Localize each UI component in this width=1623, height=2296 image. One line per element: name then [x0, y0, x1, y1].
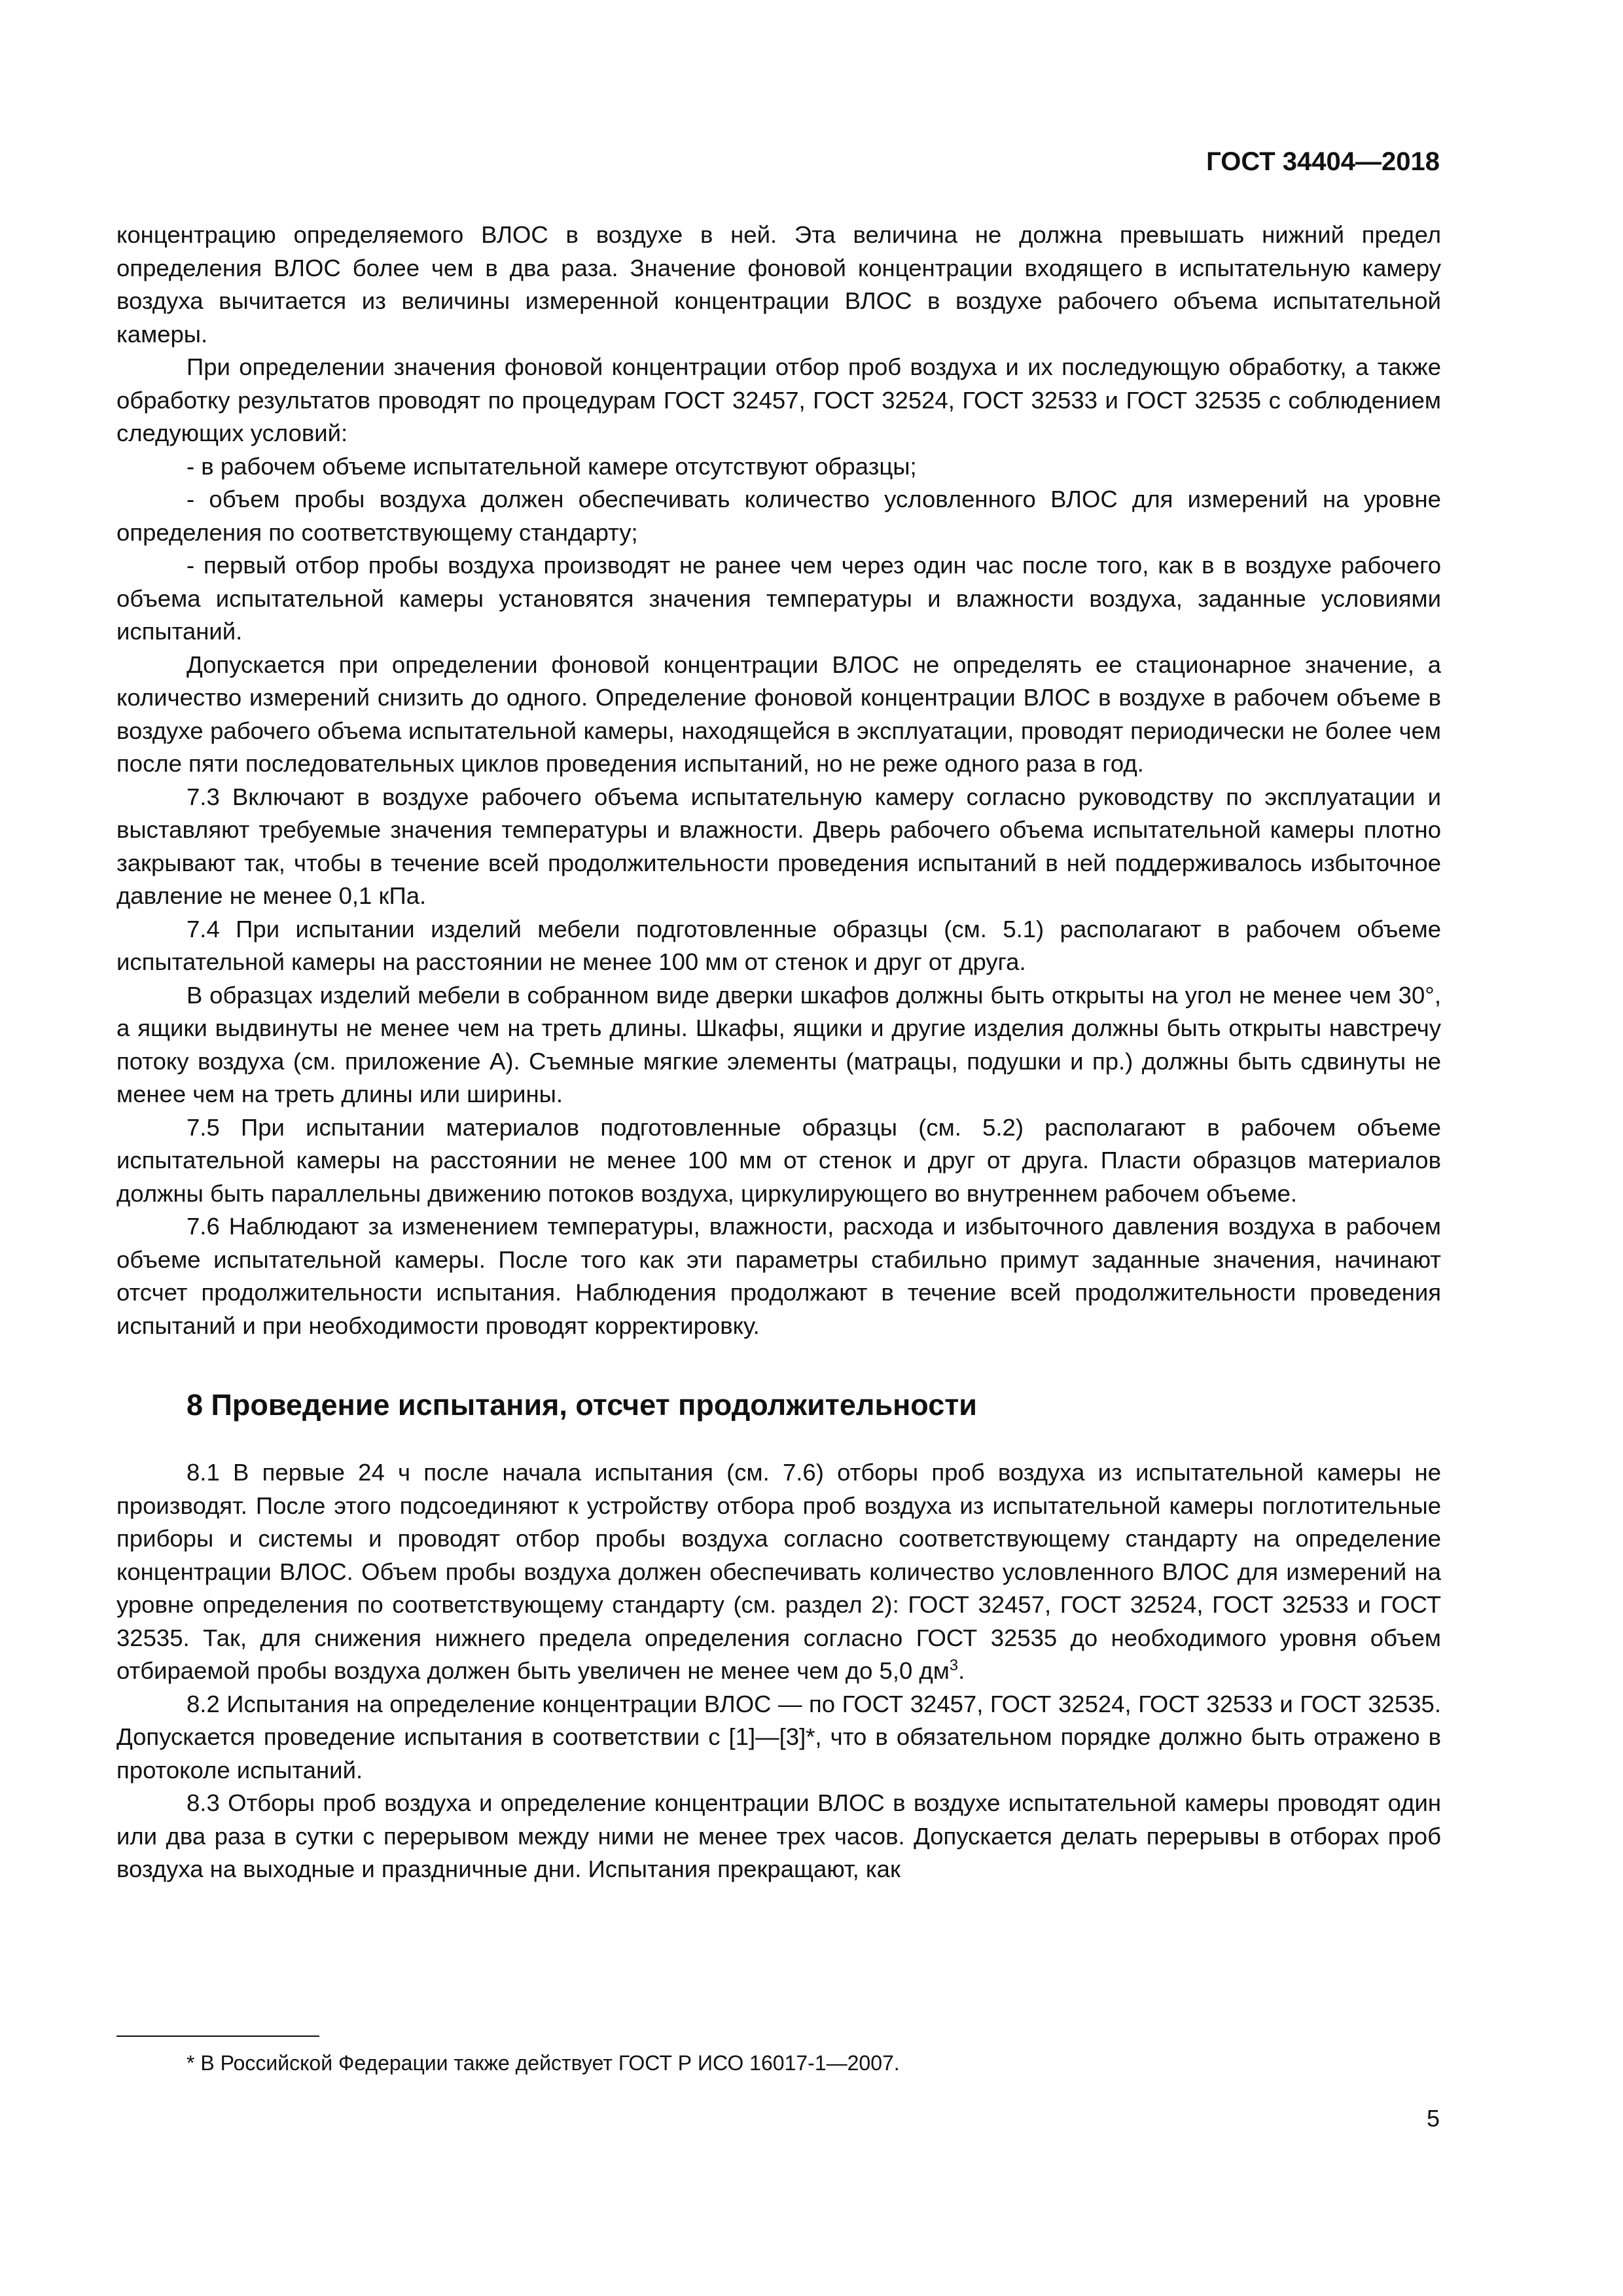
page-number: 5 — [1426, 2105, 1440, 2132]
paragraph: 7.4 При испытании изделий мебели подготовленные образцы (см. 5.1) располагают в рабочем объеме испытательной камеры на расстоянии не менее 100 мм от стенок и друг от друга. — [116, 915, 1441, 975]
superscript-cubic: 3 — [949, 1656, 959, 1674]
document-code-header: ГОСТ 34404—2018 — [1206, 147, 1440, 176]
paragraph: - в рабочем объеме испытательной камере отсутствуют образцы; — [187, 452, 917, 480]
paragraph: - первый отбор пробы воздуха производят не ранее чем через один час после того, как в в воздухе рабочего объема испытательной камеры установятся значения температуры и влажности воздуха, заданные условиями испытаний. — [116, 552, 1441, 645]
paragraph: В образцах изделий мебели в собранном виде дверки шкафов должны быть открыты на угол не менее чем 30°, а ящики выдвинуты не менее чем на треть длины. Шкафы, ящики и другие изделия должны быть открыты навстречу потоку воздуха (см. приложение А). Съемные мягкие элементы (матрацы, подушки и пр.) должны быть сдвинуты не менее чем на треть длины или ширины. — [116, 981, 1441, 1107]
paragraph: 8.2 Испытания на определение концентрации ВЛОС — по ГОСТ 32457, ГОСТ 32524, ГОСТ 32533 и ГОСТ 32535. Допускается проведение испытания в соответствии с [1]—[3]*, что в обязательном порядке должно быть отражено в протоколе испытаний. — [116, 1690, 1441, 1784]
section-8-paragraphs — [116, 1688, 1441, 1886]
footnote: * В Российской Федерации также действует ГОСТ Р ИСО 16017-1—2007. — [187, 2051, 900, 2075]
paragraph: При определении значения фоновой концентрации отбор проб воздуха и их последующую обработку, а также обработку результатов проводят по процедурам ГОСТ 32457, ГОСТ 32524, ГОСТ 32533 и ГОСТ 32535 с соблюдением следующих условий: — [116, 353, 1441, 446]
footnote-separator — [116, 2036, 319, 2037]
paragraph-8-1 — [116, 1456, 1441, 1688]
paragraph: концентрацию определяемого ВЛОС в воздухе в ней. Эта величина не должна превышать нижний предел определения ВЛОС более чем в два раза. Значение фоновой концентрации входящего в испытательную камеру воздуха вычитается из величины измеренной концентрации ВЛОС в воздухе рабочего объема испытательной камеры. — [116, 221, 1441, 348]
paragraph: 7.5 При испытании материалов подготовленные образцы (см. 5.2) располагают в рабочем объеме испытательной камеры на расстоянии не менее 100 мм от стенок и друг от друга. Пласти образцов материалов должны быть параллельны движению потоков воздуха, циркулирующего во внутреннем рабочем объеме. — [116, 1113, 1441, 1207]
paragraph-8-1-text: 8.1 В первые 24 ч после начала испытания (см. 7.6) отборы проб воздуха из испытательной камеры не производят. После этого подсоединяют к устройству отбора проб воздуха из испытательной камеры поглотительные приборы и системы и проводят отбор пробы воздуха согласно соответствующему стандарту на определение концентрации ВЛОС. Объем пробы воздуха должен обеспечивать количество условленного ВЛОС для измерений на уровне определения по соответствующему стандарту (см. раздел 2): ГОСТ 32457, ГОСТ 32524, ГОСТ 32533 и ГОСТ 32535. Так, для снижения нижнего предела определения согласно ГОСТ 32535 до необходимого уровня объем отбираемой пробы воздуха должен быть увеличен не менее чем до 5,0 дм — [116, 1459, 1441, 1684]
section-7-continuation — [116, 219, 1441, 1342]
document-body — [116, 219, 1441, 1886]
paragraph: 7.3 Включают в воздухе рабочего объема испытательную камеру согласно руководству по эксплуатации и выставляют требуемые значения температуры и влажности. Дверь рабочего объема испытательной камеры плотно закрывают так, чтобы в течение всей продолжительности проведения испытаний в ней поддерживалось избыточное давление не менее 0,1 кПа. — [116, 783, 1441, 909]
section-heading: 8 Проведение испытания, отсчет продолжительности — [187, 1388, 977, 1422]
paragraph: 8.3 Отборы проб воздуха и определение концентрации ВЛОС в воздухе испытательной камеры проводят один или два раза в сутки с перерывом между ними не менее трех часов. Допускается делать перерывы в отборах проб воздуха на выходные и праздничные дни. Испытания прекращают, как — [116, 1789, 1441, 1882]
paragraph: - объем пробы воздуха должен обеспечивать количество условленного ВЛОС для измерений на уровне определения по соответствующему стандарту; — [116, 486, 1441, 546]
paragraph: 7.6 Наблюдают за изменением температуры, влажности, расхода и избыточного давления воздуха в рабочем объеме испытательной камеры. После того как эти параметры стабильно примут заданные значения, начинают отсчет продолжительности испытания. Наблюдения продолжают в течение всей продолжительности проведения испытаний и при необходимости проводят корректировку. — [116, 1213, 1441, 1339]
paragraph-8-1-tail: . — [958, 1657, 965, 1684]
paragraph: Допускается при определении фоновой концентрации ВЛОС не определять ее стационарное значение, а количество измерений снизить до одного. Определение фоновой концентрации ВЛОС в воздухе в рабочем объеме в воздухе рабочего объема испытательной камеры, находящейся в эксплуатации, проводят периодически не более чем после пяти последовательных циклов проведения испытаний, но не реже одного раза в год. — [116, 651, 1441, 777]
